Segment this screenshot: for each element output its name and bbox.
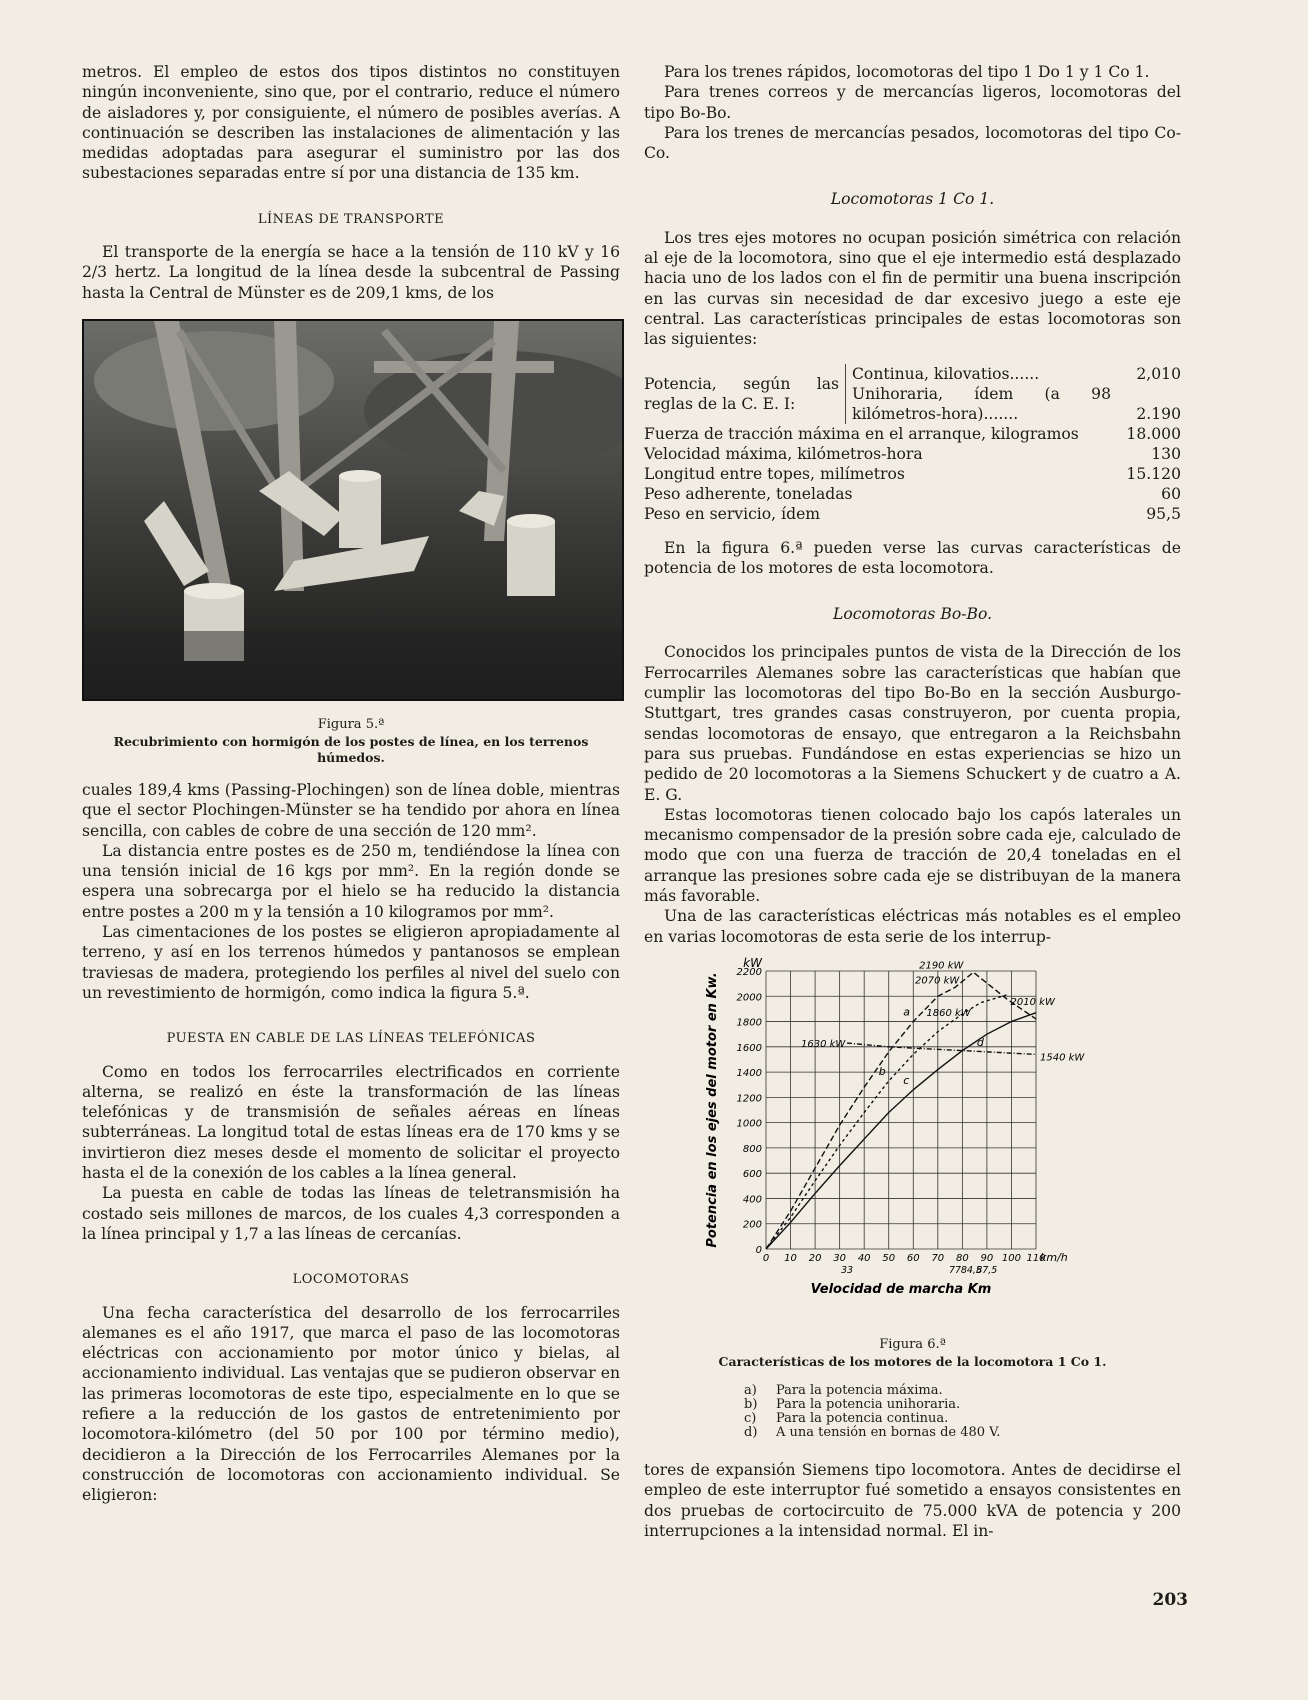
spec-label: Fuerza de tracción máxima en el arranque, kilogramos	[644, 424, 1079, 443]
y-tick-label: 1200	[736, 1093, 762, 1105]
figure-5-title: Figura 5.ª	[317, 716, 385, 732]
series-label: c	[903, 1073, 910, 1087]
legend-key: a)	[744, 1382, 757, 1398]
spec-value: 60	[1161, 484, 1181, 503]
x-extra-label: 84,5	[960, 1264, 982, 1276]
x-tick-label: 50	[882, 1252, 896, 1264]
paragraph: La puesta en cable de todas las líneas de teletransmisión ha costado seis millones de marcos, de los cuales 4,3 corresponden a la línea principal y 1,7 a las líneas de cercanías.	[82, 1184, 620, 1243]
paragraph: Las cimentaciones de los postes se eligieron apropiadamente al terreno, y así en los terrenos húmedos y pantanosos se emplean traviesas de madera, protegiendo los perfiles al nivel del suelo con un revestimiento de hormigón, como indica la figura 5.ª.	[82, 923, 620, 1002]
figure-6-caption-text: Características de los motores de la locomotora 1 Co 1.	[718, 1353, 1107, 1369]
y-tick-label: 200	[742, 1219, 762, 1231]
specs-row	[644, 484, 1181, 504]
figure-6-chart	[644, 951, 1181, 1331]
paragraph: Conocidos los principales puntos de vista de la Dirección de los Ferrocarriles Alemanes sobre las características que habían que cumplir las locomotoras del tipo Bo-Bo en la sección Ausburgo-Stuttgart, tres grandes casas construyeron, por cuenta propia, sendas locomotoras de ensayo, que entregaron a la Reichsbahn para sus pruebas. Fundándose en estas experiencias se hizo un pedido de 20 locomotoras a la Siemens Schuckert y de cuatro a A. E. G.	[644, 643, 1181, 804]
section-heading-puesta-en-cable: PUESTA EN CABLE DE LAS LÍNEAS TELEFÓNICAS	[166, 1031, 536, 1047]
x-tick-label: 40	[857, 1252, 871, 1264]
paragraph: Para trenes correos y de mercancías ligeros, locomotoras del tipo Bo-Bo.	[644, 83, 1181, 122]
section-heading-lineas: LÍNEAS DE TRANSPORTE	[257, 211, 445, 227]
x-tick-label: 60	[906, 1252, 920, 1264]
value-annotation: 2070 kW	[915, 975, 960, 987]
power-curve-chart	[644, 951, 1181, 1331]
unihoraria-label: Unihoraria, ídem (a 98 kilómetros-hora).......	[846, 384, 1112, 424]
section-heading-bobo: Locomotoras Bo-Bo.	[832, 605, 993, 624]
x-axis-label: Velocidad de marcha Km	[810, 1281, 992, 1297]
y-tick-label: 1600	[736, 1042, 762, 1054]
paragraph: Para los trenes de mercancías pesados, locomotoras del tipo Co-Co.	[644, 123, 1181, 163]
x-tick-label: 110	[1026, 1252, 1046, 1264]
legend-text: Para la potencia máxima.	[776, 1382, 943, 1398]
legend-item	[744, 1384, 1181, 1398]
value-annotation: 1630 kW	[801, 1038, 846, 1050]
figure-6-caption	[644, 1337, 1181, 1370]
figure-5-photo	[82, 319, 624, 701]
y-axis-label: Potencia en los ejes del motor en Kw.	[705, 972, 720, 1248]
series-line-a	[766, 972, 1036, 1249]
specs-row	[644, 444, 1181, 464]
y-tick-label: 800	[742, 1143, 762, 1155]
legend-text: A una tensión en bornas de 480 V.	[776, 1424, 1001, 1440]
y-tick-label: 2200	[736, 966, 762, 978]
legend-key: d)	[744, 1424, 758, 1440]
series-label: a	[903, 1005, 911, 1019]
figure-5-caption	[82, 717, 620, 766]
x-unit-label: km/h	[1040, 1250, 1068, 1264]
x-tick-label: 0	[762, 1252, 770, 1264]
x-tick-label: 70	[931, 1252, 945, 1264]
paragraph: Para los trenes rápidos, locomotoras del tipo 1 Do 1 y 1 Co 1.	[664, 63, 1150, 81]
legend-text: Para la potencia unihoraria.	[776, 1396, 961, 1412]
specs-row	[644, 504, 1181, 524]
y-tick-label: 0	[755, 1244, 762, 1256]
figure-5-caption-text: Recubrimiento con hormigón de los postes de línea, en los terrenos húmedos.	[113, 733, 589, 765]
specs-row	[644, 424, 1181, 444]
value-annotation: 2190 kW	[919, 960, 964, 972]
figure-6-legend	[744, 1384, 1181, 1440]
x-tick-label: 10	[784, 1252, 797, 1264]
spec-label: Peso adherente, toneladas	[644, 484, 853, 503]
legend-text: Para la potencia continua.	[776, 1410, 949, 1426]
concrete-posts-photo	[84, 321, 622, 699]
spec-label: Velocidad máxima, kilómetros-hora	[644, 444, 923, 463]
series-line-b	[766, 995, 1007, 1249]
x-extra-label: 33	[840, 1264, 854, 1276]
value-annotation: 1860 kW	[926, 1007, 971, 1019]
spec-value: 130	[1151, 444, 1181, 463]
continua-value: 2,010	[1136, 364, 1181, 383]
legend-key: b)	[744, 1396, 758, 1412]
spec-label: Peso en servicio, ídem	[644, 504, 821, 523]
y-tick-label: 1400	[736, 1067, 762, 1079]
legend-item	[744, 1426, 1181, 1440]
paragraph: cuales 189,4 kms (Passing-Plochingen) son de línea doble, mientras que el sector Plochingen-Münster se ha tendido por ahora en línea sencilla, con cables de cobre de una sección de 120 mm².	[82, 780, 620, 840]
page-number: 203	[1152, 1590, 1188, 1610]
spec-label: Longitud entre topes, milímetros	[644, 464, 905, 483]
spec-value: 15.120	[1126, 464, 1181, 483]
x-tick-label: 90	[980, 1252, 994, 1264]
continua-label: Continua, kilovatios......	[846, 364, 1112, 384]
paragraph: Una fecha característica del desarrollo de los ferrocarriles alemanes es el año 1917, que marca el paso de las locomotoras eléctricas con accionamiento por motor único y bielas, al accionamiento individual. Las ventajas que se pudieron observar en las primeras locomotoras de este tipo, especialmente en lo que se refiere a la reducción de los gastos de entretenimiento por locomotora-kilómetro (del 50 por 100 por término medio), decidieron a la Dirección de los Ferrocarriles Alemanes por la construcción de locomotoras con accionamiento individual. Se eligieron:	[82, 1303, 620, 1505]
series-label: b	[878, 1064, 886, 1078]
paragraph: tores de expansión Siemens tipo locomotora. Antes de decidirse el empleo de este interruptor fué sometido a ensayos consistentes en dos pruebas de cortocircuito de 75.000 kVA de potencia y 200 interrupciones a la intensidad normal. El in-	[644, 1460, 1181, 1540]
left-column	[82, 62, 620, 1505]
section-heading-locomotoras: LOCOMOTORAS	[292, 1272, 410, 1288]
unihoraria-value: 2.190	[1136, 404, 1181, 423]
potencia-label: Potencia, según las reglas de la C. E. I:	[644, 374, 839, 413]
x-extra-label: 77	[948, 1264, 962, 1276]
paragraph: El transporte de la energía se hace a la tensión de 110 kV y 16 2/3 hertz. La longitud de la línea desde la subcentral de Passing hasta la Central de Münster es de 209,1 kms, de los	[82, 243, 620, 302]
y-tick-label: 1000	[736, 1118, 762, 1130]
section-heading-1co1: Locomotoras 1 Co 1.	[830, 190, 995, 209]
x-tick-label: 100	[1001, 1252, 1022, 1264]
paragraph: Estas locomotoras tienen colocado bajo los capós laterales un mecanismo compensador de la presión sobre cada eje, calculado de modo que con una fuerza de tracción de 20,4 toneladas en el arranque las presiones sobre cada eje se distribuyan de la manera más favorable.	[644, 805, 1182, 906]
y-tick-label: 1800	[736, 1017, 762, 1029]
spec-value: 95,5	[1146, 504, 1181, 523]
paragraph: La distancia entre postes es de 250 m, tendiéndose la línea con una tensión inicial de 16 kgs por mm². En la región donde se espera una sobrecarga por el hielo se ha reducido la distancia entre postes a 200 m y la tensión a 10 kilogramos por mm².	[82, 841, 620, 921]
legend-item	[744, 1412, 1181, 1426]
legend-item	[744, 1398, 1181, 1412]
specs-row-potencia	[644, 364, 1181, 384]
specs-rows	[644, 424, 1181, 524]
value-annotation: 2010 kW	[1010, 996, 1055, 1008]
x-tick-label: 30	[833, 1252, 847, 1264]
paragraph: En la figura 6.ª pueden verse las curvas características de potencia de los motores de esta locomotora.	[644, 538, 1181, 577]
series-line-d	[847, 1043, 1036, 1054]
value-annotation: 1540 kW	[1040, 1052, 1085, 1064]
y-tick-label: 600	[742, 1169, 762, 1181]
paragraph: metros. El empleo de estos dos tipos distintos no constituyen ningún inconveniente, sino que, por el contrario, reduce el número de aisladores y, por consiguiente, el número de posibles averías. A continuación se describen las instalaciones de alimentación y las medidas adoptadas para asegurar el suministro por las dos subestaciones separadas entre sí por una distancia de 135 km.	[82, 63, 620, 183]
figure-6-title: Figura 6.ª	[879, 1336, 946, 1352]
specs-row	[644, 464, 1181, 484]
x-extra-label: 87,5	[976, 1264, 998, 1276]
y-tick-label: 400	[742, 1194, 762, 1206]
paragraph: Los tres ejes motores no ocupan posición simétrica con relación al eje de la locomotora, sino que el eje intermedio está desplazado hacia uno de los lados con el fin de permitir una buena inscripción en las curvas sin necesidad de dar excesivo juego a este eje central. Las características principales de estas locomotoras son las siguientes:	[644, 228, 1181, 349]
legend-key: c)	[744, 1410, 757, 1426]
right-column	[644, 62, 1181, 1541]
x-tick-label: 20	[808, 1252, 822, 1264]
y-unit-label: kW	[743, 955, 762, 970]
specs-table	[644, 364, 1181, 524]
series-label: d	[976, 1035, 984, 1049]
spec-value: 18.000	[1126, 424, 1181, 443]
x-tick-label: 80	[955, 1252, 969, 1264]
paragraph: Una de las características eléctricas más notables es el empleo en varias locomotoras de esta serie de los interrup-	[644, 907, 1181, 946]
paragraph: Como en todos los ferrocarriles electrificados en corriente alterna, se realizó en éste la transformación de las líneas telefónicas y de transmisión de señales aéreas en líneas subterráneas. La longitud total de estas líneas era de 170 kms y se invirtieron diez meses desde el momento de solicitar el proyecto hasta el de la conexión de los cables a la línea general.	[82, 1062, 620, 1183]
y-tick-label: 2000	[736, 992, 762, 1004]
